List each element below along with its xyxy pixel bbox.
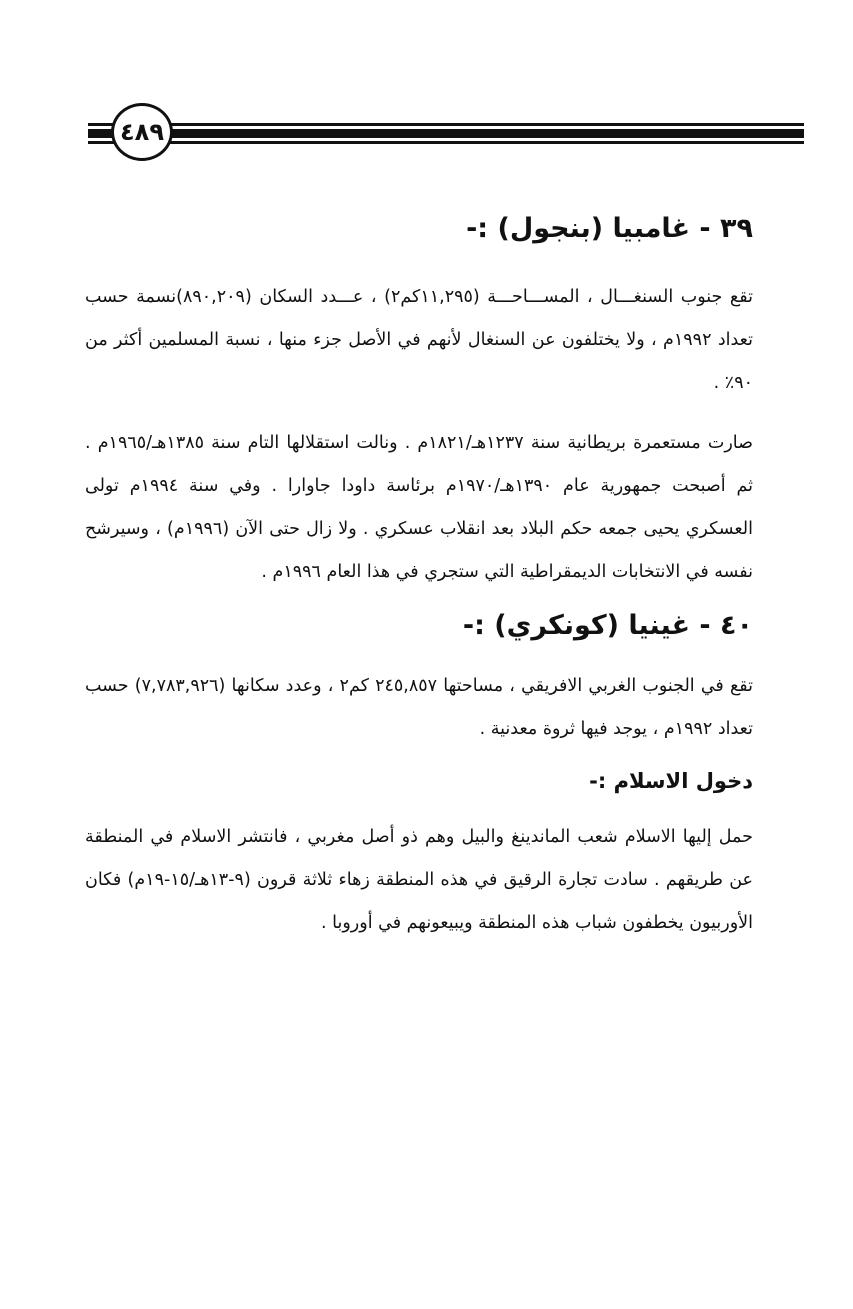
paragraph-gambia-history: صارت مستعمرة بريطانية سنة ١٢٣٧هـ/١٨٢١م . ونالت استقلالها التام سنة ١٣٨٥هـ/١٩٦٥م . ثم أصبحت جمهورية عام ١٣٩٠هـ/١٩٧٠م برئاسة داودا جاوارا . وفي سنة ١٩٩٤م تولى العسكري يحيى جمعه حكم البلاد بعد انقلاب عسكري . ولا زال حتى الآن (١٩٩٦م) ، وسيرشح نفسه في الانتخابات الديمقراطية التي ستجري في هذا العام ١٩٩٦م . [85, 433, 754, 583]
paragraph-guinea-islam: حمل إليها الاسلام شعب الماندينغ والبيل وهم ذو أصل مغربي ، فانتشر الاسلام في المنطقة عن طريقهم . سادت تجارة الرقيق في هذه المنطقة زهاء ثلاثة قرون (٩-١٣هـ/١٥-١٩م) فكان الأوربيون يخطفون شباب هذه المنطقة ويبيعونهم في أوروبا . [85, 826, 753, 933]
page-number: ٤٨٩ [120, 118, 164, 146]
header-rule-left [88, 123, 114, 126]
section-heading-guinea: ٤٠ - غينيا (كونكري) :- [462, 610, 753, 642]
header-rule-thin [168, 141, 804, 144]
header-rule-left [88, 141, 114, 144]
header-rule-thick [168, 129, 804, 138]
subheading-islam-entry: دخول الاسلام :- [589, 768, 753, 793]
page-content [85, 205, 753, 945]
header-rule-thin [168, 123, 804, 126]
page-number-badge [111, 103, 173, 161]
page-header [0, 100, 853, 160]
paragraph-guinea-overview: تقع في الجنوب الغربي الافريقي ، مساحتها ٢٤٥,٨٥٧ كم٢ ، وعدد سكانها (٧,٧٨٣,٩٢٦) حسب تعداد ١٩٩٢م ، يوجد فيها ثروة معدنية . [85, 675, 753, 739]
section-heading-gambia: ٣٩ - غامبيا (بنجول) :- [466, 213, 753, 244]
paragraph-gambia-overview: تقع جنوب السنغـــال ، المســـاحـــة (١١,٢٩٥كم٢) ، عـــدد السكان (٨٩٠,٢٠٩)نسمة حسب تعداد ١٩٩٢م ، ولا يختلفون عن السنغال لأنهم في الأصل جزء منها ، نسبة المسلمين أكثر من ٩٠٪ . [85, 287, 753, 394]
